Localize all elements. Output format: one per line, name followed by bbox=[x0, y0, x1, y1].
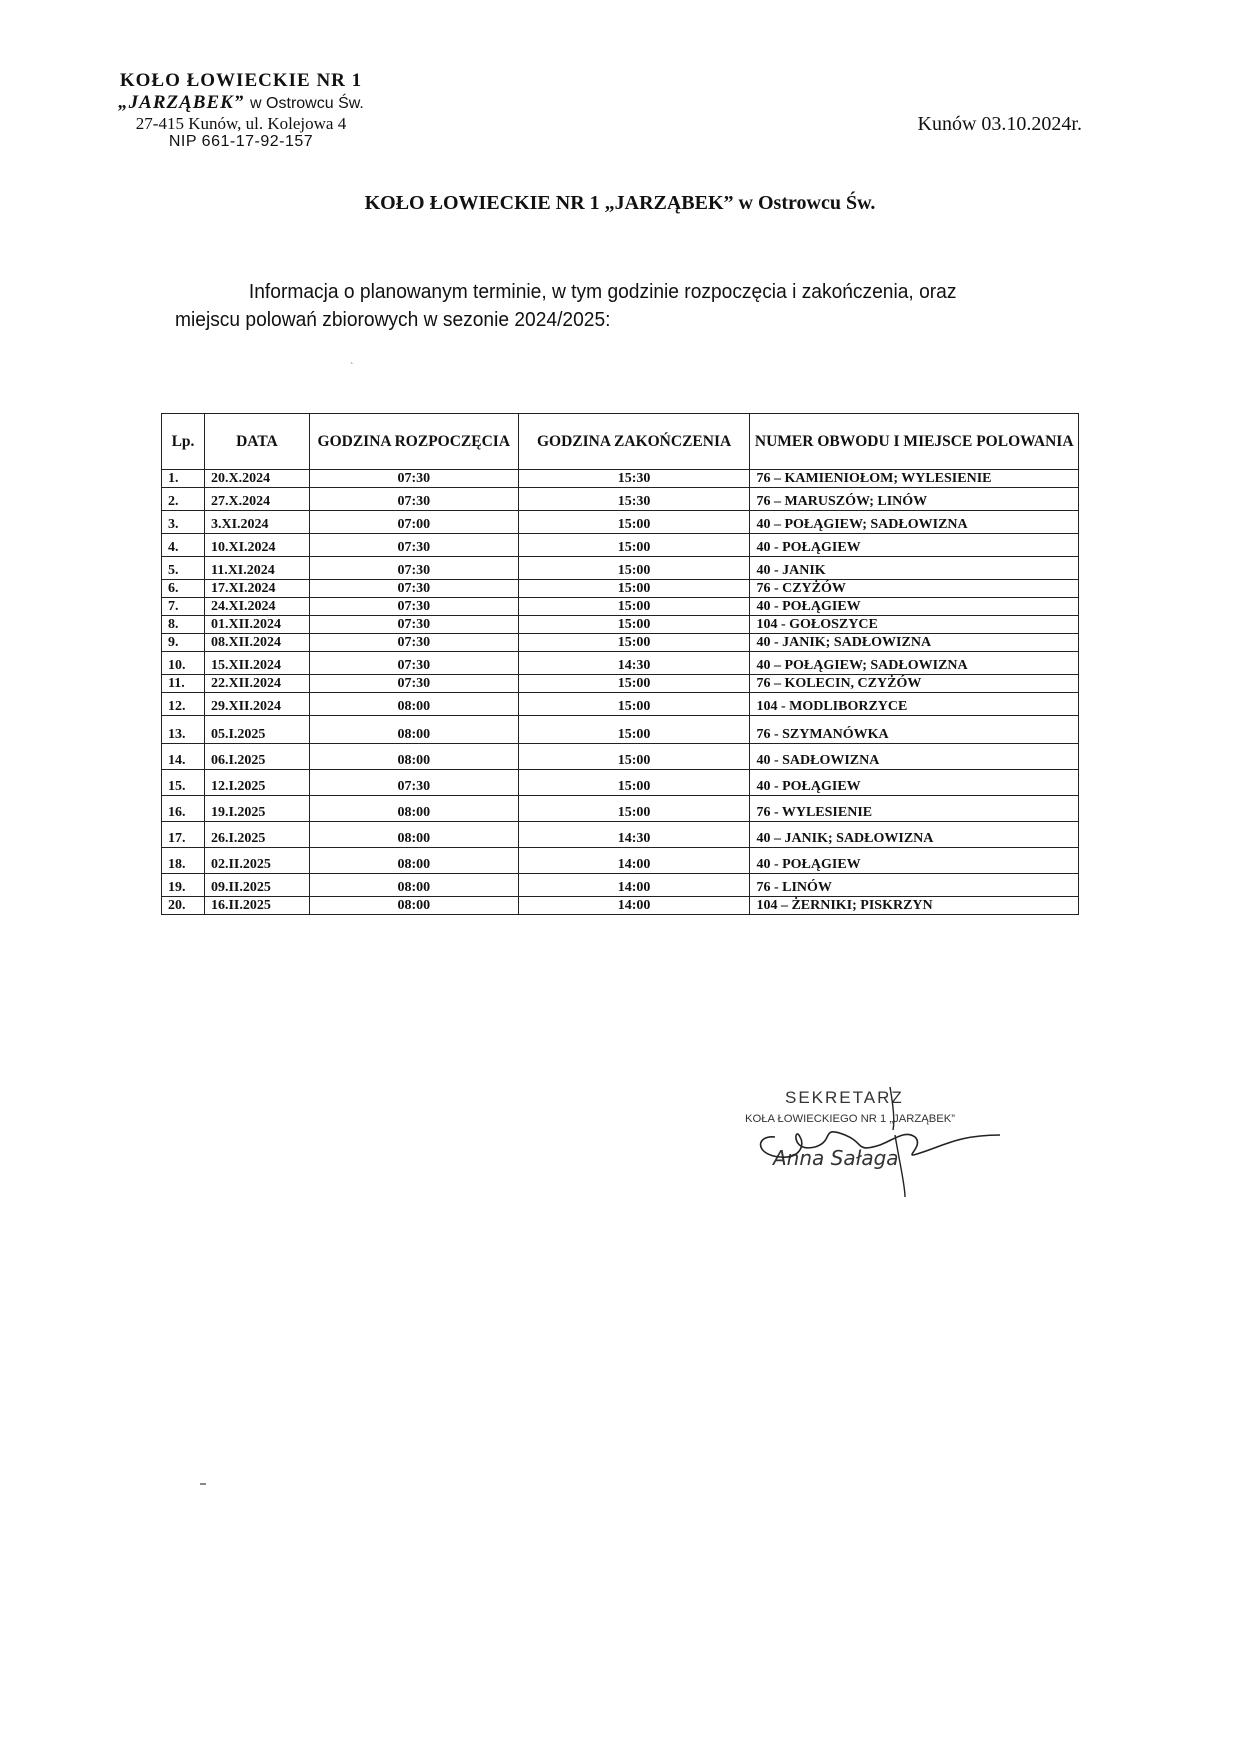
header-location: NUMER OBWODU I MIEJSCE POLOWANIA bbox=[750, 414, 1079, 470]
location-cell: 76 - WYLESIENIE bbox=[750, 796, 1079, 822]
lp-cell: 14. bbox=[162, 744, 205, 770]
start-time-cell: 07:00 bbox=[309, 511, 518, 534]
table-header-row bbox=[162, 414, 1079, 470]
date-cell: 27.X.2024 bbox=[204, 488, 309, 511]
lp-cell: 8. bbox=[162, 616, 205, 634]
intro-paragraph bbox=[175, 278, 1039, 334]
end-time-cell: 15:00 bbox=[518, 744, 750, 770]
table-row bbox=[162, 598, 1079, 616]
table-row bbox=[162, 488, 1079, 511]
lp-cell: 19. bbox=[162, 874, 205, 897]
table-row bbox=[162, 897, 1079, 915]
location-cell: 76 – KAMIENIOŁOM; WYLESIENIE bbox=[750, 470, 1079, 488]
lp-cell: 6. bbox=[162, 580, 205, 598]
end-time-cell: 15:00 bbox=[518, 796, 750, 822]
table-row bbox=[162, 693, 1079, 716]
date-cell: 11.XI.2024 bbox=[204, 557, 309, 580]
end-time-cell: 15:00 bbox=[518, 616, 750, 634]
location-cell: 76 - SZYMANÓWKA bbox=[750, 716, 1079, 744]
date-cell: 10.XI.2024 bbox=[204, 534, 309, 557]
lp-cell: 12. bbox=[162, 693, 205, 716]
signature-stamp bbox=[745, 1075, 1015, 1200]
end-time-cell: 15:00 bbox=[518, 557, 750, 580]
end-time-cell: 15:00 bbox=[518, 511, 750, 534]
end-time-cell: 14:00 bbox=[518, 874, 750, 897]
date-cell: 29.XII.2024 bbox=[204, 693, 309, 716]
table-row bbox=[162, 770, 1079, 796]
end-time-cell: 15:00 bbox=[518, 580, 750, 598]
date-cell: 05.I.2025 bbox=[204, 716, 309, 744]
date-cell: 06.I.2025 bbox=[204, 744, 309, 770]
table-row bbox=[162, 470, 1079, 488]
end-time-cell: 15:00 bbox=[518, 693, 750, 716]
lp-cell: 18. bbox=[162, 848, 205, 874]
header-start-time: GODZINA ROZPOCZĘCIA bbox=[309, 414, 518, 470]
stamp-org-nickname bbox=[76, 92, 406, 114]
table-row bbox=[162, 716, 1079, 744]
stamp-place: w Ostrowcu Św. bbox=[250, 94, 364, 112]
end-time-cell: 15:30 bbox=[518, 488, 750, 511]
location-cell: 40 - POŁĄGIEW bbox=[750, 770, 1079, 796]
start-time-cell: 07:30 bbox=[309, 770, 518, 796]
location-cell: 40 - SADŁOWIZNA bbox=[750, 744, 1079, 770]
table-row bbox=[162, 511, 1079, 534]
end-time-cell: 14:30 bbox=[518, 652, 750, 675]
date-cell: 3.XI.2024 bbox=[204, 511, 309, 534]
location-cell: 104 - GOŁOSZYCE bbox=[750, 616, 1079, 634]
date-cell: 15.XII.2024 bbox=[204, 652, 309, 675]
table-row bbox=[162, 744, 1079, 770]
lp-cell: 13. bbox=[162, 716, 205, 744]
signature-graphic bbox=[745, 1075, 1015, 1200]
lp-cell: 20. bbox=[162, 897, 205, 915]
end-time-cell: 15:00 bbox=[518, 675, 750, 693]
stamp-org-name: KOŁO ŁOWIECKIE NR 1 bbox=[119, 70, 363, 91]
start-time-cell: 07:30 bbox=[309, 634, 518, 652]
location-cell: 104 - MODLIBORZYCE bbox=[750, 693, 1079, 716]
lp-cell: 1. bbox=[162, 470, 205, 488]
start-time-cell: 08:00 bbox=[309, 744, 518, 770]
location-cell: 40 - POŁĄGIEW bbox=[750, 534, 1079, 557]
end-time-cell: 14:00 bbox=[518, 848, 750, 874]
location-cell: 40 - POŁĄGIEW bbox=[750, 848, 1079, 874]
date-cell: 26.I.2025 bbox=[204, 822, 309, 848]
start-time-cell: 07:30 bbox=[309, 580, 518, 598]
stamp-nickname-text: „JARZĄBEK” bbox=[118, 91, 245, 113]
table-body bbox=[162, 470, 1079, 915]
start-time-cell: 08:00 bbox=[309, 848, 518, 874]
table-row bbox=[162, 616, 1079, 634]
date-cell: 12.I.2025 bbox=[204, 770, 309, 796]
hunt-schedule-table bbox=[161, 413, 1079, 915]
lp-cell: 4. bbox=[162, 534, 205, 557]
intro-line-2: miejscu polowań zbiorowych w sezonie 2024/2025: bbox=[175, 309, 611, 331]
header-date: DATA bbox=[204, 414, 309, 470]
start-time-cell: 07:30 bbox=[309, 652, 518, 675]
signature-stamp-title: SEKRETARZ bbox=[785, 1088, 904, 1107]
end-time-cell: 15:30 bbox=[518, 470, 750, 488]
table-row bbox=[162, 796, 1079, 822]
location-cell: 76 – KOLECIN, CZYŻÓW bbox=[750, 675, 1079, 693]
location-cell: 76 - LINÓW bbox=[750, 874, 1079, 897]
table-row bbox=[162, 534, 1079, 557]
start-time-cell: 07:30 bbox=[309, 534, 518, 557]
end-time-cell: 15:00 bbox=[518, 598, 750, 616]
start-time-cell: 08:00 bbox=[309, 897, 518, 915]
start-time-cell: 08:00 bbox=[309, 874, 518, 897]
table-row bbox=[162, 822, 1079, 848]
location-cell: 40 – JANIK; SADŁOWIZNA bbox=[750, 822, 1079, 848]
lp-cell: 5. bbox=[162, 557, 205, 580]
start-time-cell: 08:00 bbox=[309, 693, 518, 716]
lp-cell: 7. bbox=[162, 598, 205, 616]
signature-name: Anna Sałaga bbox=[773, 1146, 899, 1170]
lp-cell: 17. bbox=[162, 822, 205, 848]
lp-cell: 11. bbox=[162, 675, 205, 693]
location-cell: 40 - POŁĄGIEW bbox=[750, 598, 1079, 616]
table-row bbox=[162, 874, 1079, 897]
location-cell: 40 – POŁĄGIEW; SADŁOWIZNA bbox=[750, 652, 1079, 675]
date-cell: 20.X.2024 bbox=[204, 470, 309, 488]
end-time-cell: 14:00 bbox=[518, 897, 750, 915]
start-time-cell: 07:30 bbox=[309, 598, 518, 616]
end-time-cell: 15:00 bbox=[518, 634, 750, 652]
lp-cell: 15. bbox=[162, 770, 205, 796]
location-cell: 104 – ŻERNIKI; PISKRZYN bbox=[750, 897, 1079, 915]
date-cell: 01.XII.2024 bbox=[204, 616, 309, 634]
scan-speck: ˋ bbox=[350, 362, 354, 373]
date-cell: 16.II.2025 bbox=[204, 897, 309, 915]
start-time-cell: 08:00 bbox=[309, 822, 518, 848]
start-time-cell: 07:30 bbox=[309, 616, 518, 634]
lp-cell: 9. bbox=[162, 634, 205, 652]
lp-cell: 10. bbox=[162, 652, 205, 675]
location-cell: 40 – POŁĄGIEW; SADŁOWIZNA bbox=[750, 511, 1079, 534]
start-time-cell: 07:30 bbox=[309, 557, 518, 580]
header-lp: Lp. bbox=[162, 414, 205, 470]
signature-stamp-org: KOŁA ŁOWIECKIEGO NR 1 „JARZĄBEK” bbox=[745, 1113, 956, 1125]
start-time-cell: 07:30 bbox=[309, 470, 518, 488]
lp-cell: 16. bbox=[162, 796, 205, 822]
table-row bbox=[162, 675, 1079, 693]
date-cell: 09.II.2025 bbox=[204, 874, 309, 897]
location-cell: 76 - CZYŻÓW bbox=[750, 580, 1079, 598]
date-cell: 22.XII.2024 bbox=[204, 675, 309, 693]
date-cell: 08.XII.2024 bbox=[204, 634, 309, 652]
table-row bbox=[162, 557, 1079, 580]
start-time-cell: 07:30 bbox=[309, 675, 518, 693]
location-cell: 40 - JANIK bbox=[750, 557, 1079, 580]
end-time-cell: 14:30 bbox=[518, 822, 750, 848]
table-row bbox=[162, 580, 1079, 598]
end-time-cell: 15:00 bbox=[518, 770, 750, 796]
org-stamp bbox=[76, 70, 406, 152]
intro-line-1: Informacja o planowanym terminie, w tym godzinie rozpoczęcia i zakończenia, oraz bbox=[248, 281, 957, 303]
date-cell: 17.XI.2024 bbox=[204, 580, 309, 598]
lp-cell: 3. bbox=[162, 511, 205, 534]
date-cell: 19.I.2025 bbox=[204, 796, 309, 822]
header-end-time: GODZINA ZAKOŃCZENIA bbox=[518, 414, 750, 470]
location-cell: 40 - JANIK; SADŁOWIZNA bbox=[750, 634, 1079, 652]
table-row bbox=[162, 652, 1079, 675]
table-row bbox=[162, 848, 1079, 874]
start-time-cell: 08:00 bbox=[309, 716, 518, 744]
end-time-cell: 15:00 bbox=[518, 716, 750, 744]
end-time-cell: 15:00 bbox=[518, 534, 750, 557]
scan-speck-dash bbox=[200, 1483, 206, 1485]
document-title: KOŁO ŁOWIECKIE NR 1 „JARZĄBEK” w Ostrowcu Św. bbox=[364, 192, 876, 214]
date-cell: 24.XI.2024 bbox=[204, 598, 309, 616]
lp-cell: 2. bbox=[162, 488, 205, 511]
location-cell: 76 – MARUSZÓW; LINÓW bbox=[750, 488, 1079, 511]
stamp-address: 27-415 Kunów, ul. Kolejowa 4 bbox=[135, 113, 347, 133]
table-row bbox=[162, 634, 1079, 652]
stamp-nip: NIP 661-17-92-157 bbox=[168, 133, 314, 151]
date-cell: 02.II.2025 bbox=[204, 848, 309, 874]
start-time-cell: 08:00 bbox=[309, 796, 518, 822]
start-time-cell: 07:30 bbox=[309, 488, 518, 511]
place-date: Kunów 03.10.2024r. bbox=[917, 113, 1082, 135]
